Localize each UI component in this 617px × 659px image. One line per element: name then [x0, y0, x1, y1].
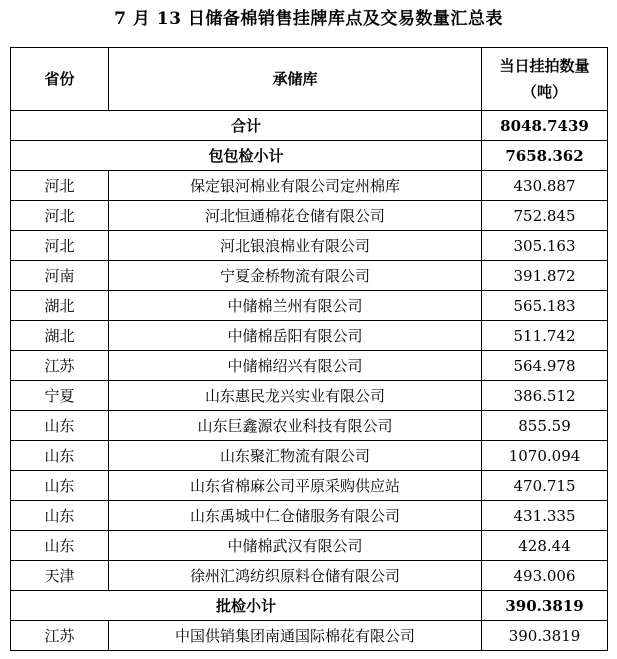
row-quantity: 855.59	[482, 411, 608, 441]
row-quantity: 752.845	[482, 201, 608, 231]
group2-subtotal-label: 批检小计	[11, 591, 482, 621]
row-warehouse: 山东聚汇物流有限公司	[109, 441, 482, 471]
row-warehouse: 中储棉岳阳有限公司	[109, 321, 482, 351]
row-province: 河北	[11, 171, 109, 201]
row-province: 山东	[11, 471, 109, 501]
table-row	[11, 381, 608, 411]
row-warehouse: 山东巨鑫源农业科技有限公司	[109, 411, 482, 441]
row-quantity: 564.978	[482, 351, 608, 381]
row-province: 山东	[11, 531, 109, 561]
row-province: 山东	[11, 501, 109, 531]
row-quantity: 428.44	[482, 531, 608, 561]
row-province: 山东	[11, 411, 109, 441]
table-row	[11, 231, 608, 261]
row-warehouse: 中储棉武汉有限公司	[109, 531, 482, 561]
row-province: 江苏	[11, 351, 109, 381]
header-quantity-line2: （吨）	[521, 83, 567, 101]
table-row	[11, 411, 608, 441]
table-row	[11, 471, 608, 501]
row-province: 河南	[11, 261, 109, 291]
row-quantity: 493.006	[482, 561, 608, 591]
row-province: 宁夏	[11, 381, 109, 411]
table-row	[11, 441, 608, 471]
group2-subtotal-value: 390.3819	[482, 591, 608, 621]
row-warehouse: 宁夏金桥物流有限公司	[109, 261, 482, 291]
row-quantity: 390.3819	[482, 621, 608, 651]
row-quantity: 470.715	[482, 471, 608, 501]
table-row	[11, 621, 608, 651]
row-quantity: 386.512	[482, 381, 608, 411]
page-title: 7 月 13 日储备棉销售挂牌库点及交易数量汇总表	[114, 9, 503, 29]
table-row	[11, 261, 608, 291]
row-warehouse: 河北恒通棉花仓储有限公司	[109, 201, 482, 231]
table-row	[11, 201, 608, 231]
row-warehouse: 保定银河棉业有限公司定州棉库	[109, 171, 482, 201]
group2-subtotal-row	[11, 591, 608, 621]
header-quantity-line1: 当日挂拍数量	[499, 57, 590, 75]
table-row	[11, 321, 608, 351]
header-province: 省份	[11, 48, 109, 111]
row-province: 山东	[11, 441, 109, 471]
table-row	[11, 531, 608, 561]
row-warehouse: 山东省棉麻公司平原采购供应站	[109, 471, 482, 501]
row-province: 湖北	[11, 321, 109, 351]
row-province: 河北	[11, 201, 109, 231]
group1-subtotal-row	[11, 141, 608, 171]
row-province: 湖北	[11, 291, 109, 321]
table-row	[11, 351, 608, 381]
table-row	[11, 291, 608, 321]
row-warehouse: 山东禹城中仁仓储服务有限公司	[109, 501, 482, 531]
row-quantity: 430.887	[482, 171, 608, 201]
table-row	[11, 501, 608, 531]
header-warehouse: 承储库	[109, 48, 482, 111]
total-label: 合计	[11, 111, 482, 141]
row-warehouse: 徐州汇鸿纺织原料仓储有限公司	[109, 561, 482, 591]
group1-subtotal-value: 7658.362	[482, 141, 608, 171]
group1-subtotal-label: 包包检小计	[11, 141, 482, 171]
row-warehouse: 中国供销集团南通国际棉花有限公司	[109, 621, 482, 651]
row-warehouse: 河北银浪棉业有限公司	[109, 231, 482, 261]
row-quantity: 305.163	[482, 231, 608, 261]
row-province: 天津	[11, 561, 109, 591]
row-province: 河北	[11, 231, 109, 261]
total-value: 8048.7439	[482, 111, 608, 141]
total-row	[11, 111, 608, 141]
row-warehouse: 山东惠民龙兴实业有限公司	[109, 381, 482, 411]
row-quantity: 565.183	[482, 291, 608, 321]
row-quantity: 431.335	[482, 501, 608, 531]
row-quantity: 1070.094	[482, 441, 608, 471]
table-row	[11, 171, 608, 201]
row-warehouse: 中储棉绍兴有限公司	[109, 351, 482, 381]
row-quantity: 391.872	[482, 261, 608, 291]
row-quantity: 511.742	[482, 321, 608, 351]
row-warehouse: 中储棉兰州有限公司	[109, 291, 482, 321]
summary-table	[10, 47, 608, 651]
table-row	[11, 561, 608, 591]
row-province: 江苏	[11, 621, 109, 651]
header-quantity	[482, 48, 608, 111]
table-header-row	[11, 48, 608, 111]
